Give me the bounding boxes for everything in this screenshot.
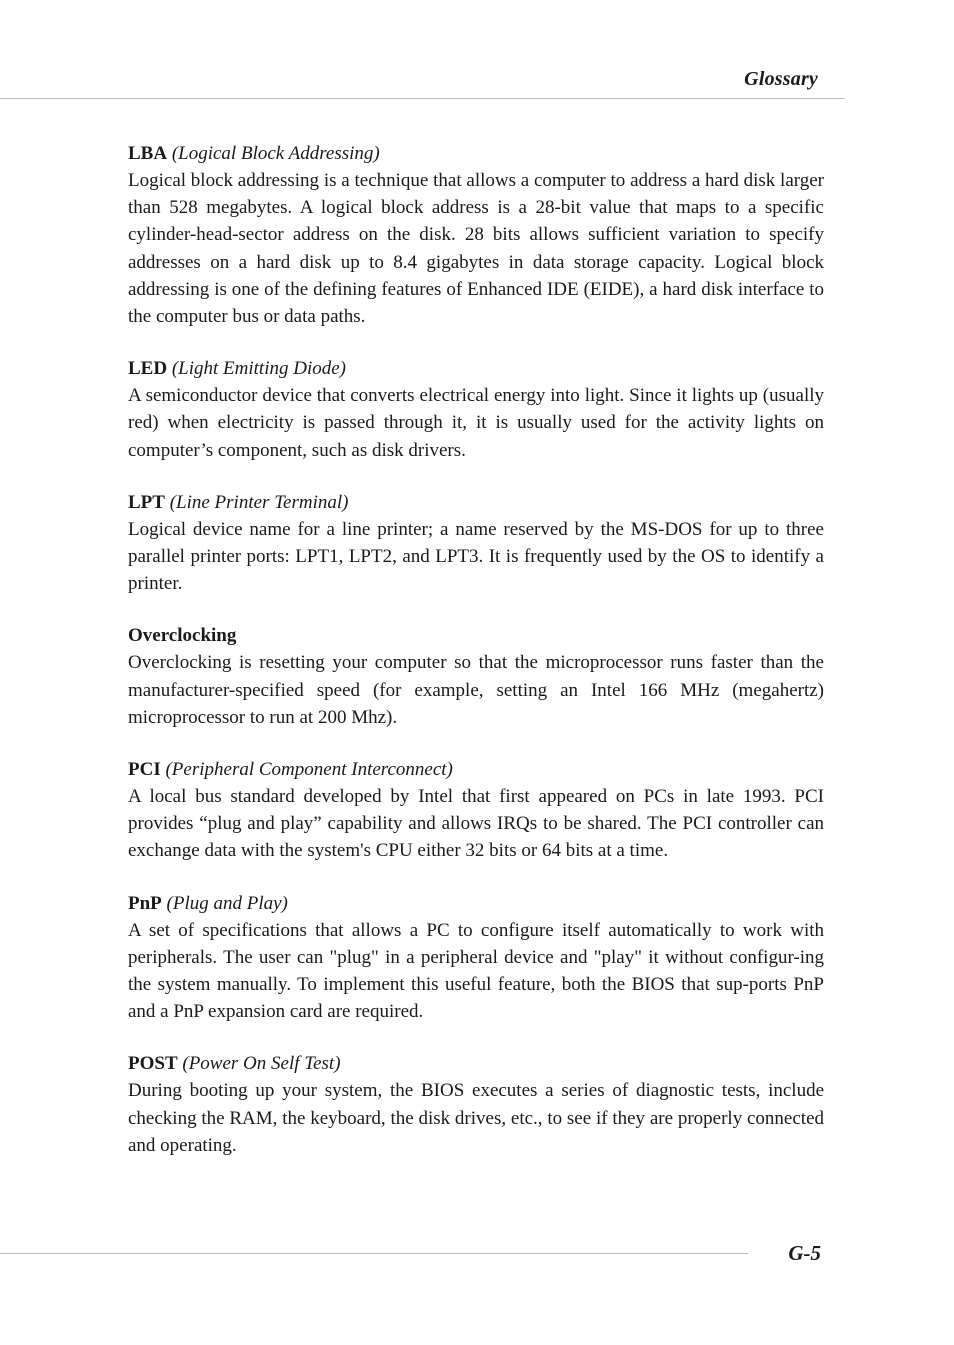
entry-heading <box>128 140 824 167</box>
glossary-entry-led <box>128 355 824 464</box>
entry-heading <box>128 489 824 516</box>
entry-definition: Logical device name for a line printer; a name reserved by the MS-DOS for up to three parallel printer ports: LPT1, LPT2, and LPT3. It is frequently used by the OS to identify a printer. <box>128 518 824 595</box>
entry-term: POST <box>128 1053 178 1075</box>
entry-heading <box>128 890 824 917</box>
glossary-entry-lba <box>128 140 824 330</box>
glossary-entry-pnp <box>128 890 824 1026</box>
glossary-content <box>128 140 824 1184</box>
entry-term: LPT <box>128 491 165 513</box>
header-divider <box>0 98 845 99</box>
page-header-title: Glossary <box>744 68 818 90</box>
entry-expansion: (Power On Self Test) <box>182 1053 341 1075</box>
glossary-entry-overclocking <box>128 622 824 731</box>
entry-term: LBA <box>128 143 168 164</box>
entry-term: PnP <box>128 892 162 914</box>
glossary-entry-lpt <box>128 489 824 598</box>
entry-term: Overclocking <box>128 625 237 647</box>
entry-term: LED <box>128 358 168 380</box>
entry-heading <box>128 1050 824 1077</box>
entry-definition: During booting up your system, the BIOS executes a series of diagnostic tests, include checking the RAM, the keyboard, the disk drives, etc., to see if they are properly connected and operating. <box>128 1080 824 1156</box>
entry-heading <box>128 622 824 649</box>
entry-term: PCI <box>128 759 161 781</box>
entry-heading <box>128 355 824 382</box>
entry-definition: Overclocking is resetting your computer so that the microprocessor runs faster than the manufacturer-specified speed (for example, setting an Intel 166 MHz (megahertz) microprocessor to run at 200 Mhz). <box>128 652 824 728</box>
glossary-entry-post <box>128 1050 824 1159</box>
entry-expansion: (Logical Block Addressing) <box>171 143 380 164</box>
glossary-entry-pci <box>128 756 824 865</box>
entry-heading <box>128 756 824 783</box>
page-number: G-5 <box>788 1241 821 1265</box>
entry-expansion: (Plug and Play) <box>166 892 288 914</box>
footer-divider <box>0 1253 748 1254</box>
entry-definition: A semiconductor device that converts electrical energy into light. Since it lights up (usually red) when electricity is passed through it, it is usually used for the activity lights on computer’s component, such as disk drivers. <box>128 385 824 461</box>
entry-definition: A set of specifications that allows a PC to configure itself automatically to work with peripherals. The user can "plug" in a peripheral device and "play" it without configur-ing the system manually. To implement this useful feature, both the BIOS that sup-ports PnP and a PnP expansion card are required. <box>128 919 824 1023</box>
entry-expansion: (Line Printer Terminal) <box>169 491 349 513</box>
entry-definition: A local bus standard developed by Intel that first appeared on PCs in late 1993. PCI provides “plug and play” capability and allows IRQs to be shared. The PCI controller can exchange data with the system's CPU either 32 bits or 64 bits at a time. <box>128 786 824 862</box>
entry-expansion: (Peripheral Component Interconnect) <box>165 759 453 781</box>
entry-expansion: (Light Emitting Diode) <box>171 358 346 380</box>
entry-definition: Logical block addressing is a technique that allows a computer to address a hard disk larger than 528 megabytes. A logical block address is a 28-bit value that maps to a specific cylinder-head-sector address on the disk. 28 bits allows sufficient variation to specify addresses on a hard disk up to 8.4 gigabytes in data storage capacity. Logical block addressing is one of the defining features of Enhanced IDE (EIDE), a hard disk interface to the computer bus or data paths. <box>128 170 824 328</box>
